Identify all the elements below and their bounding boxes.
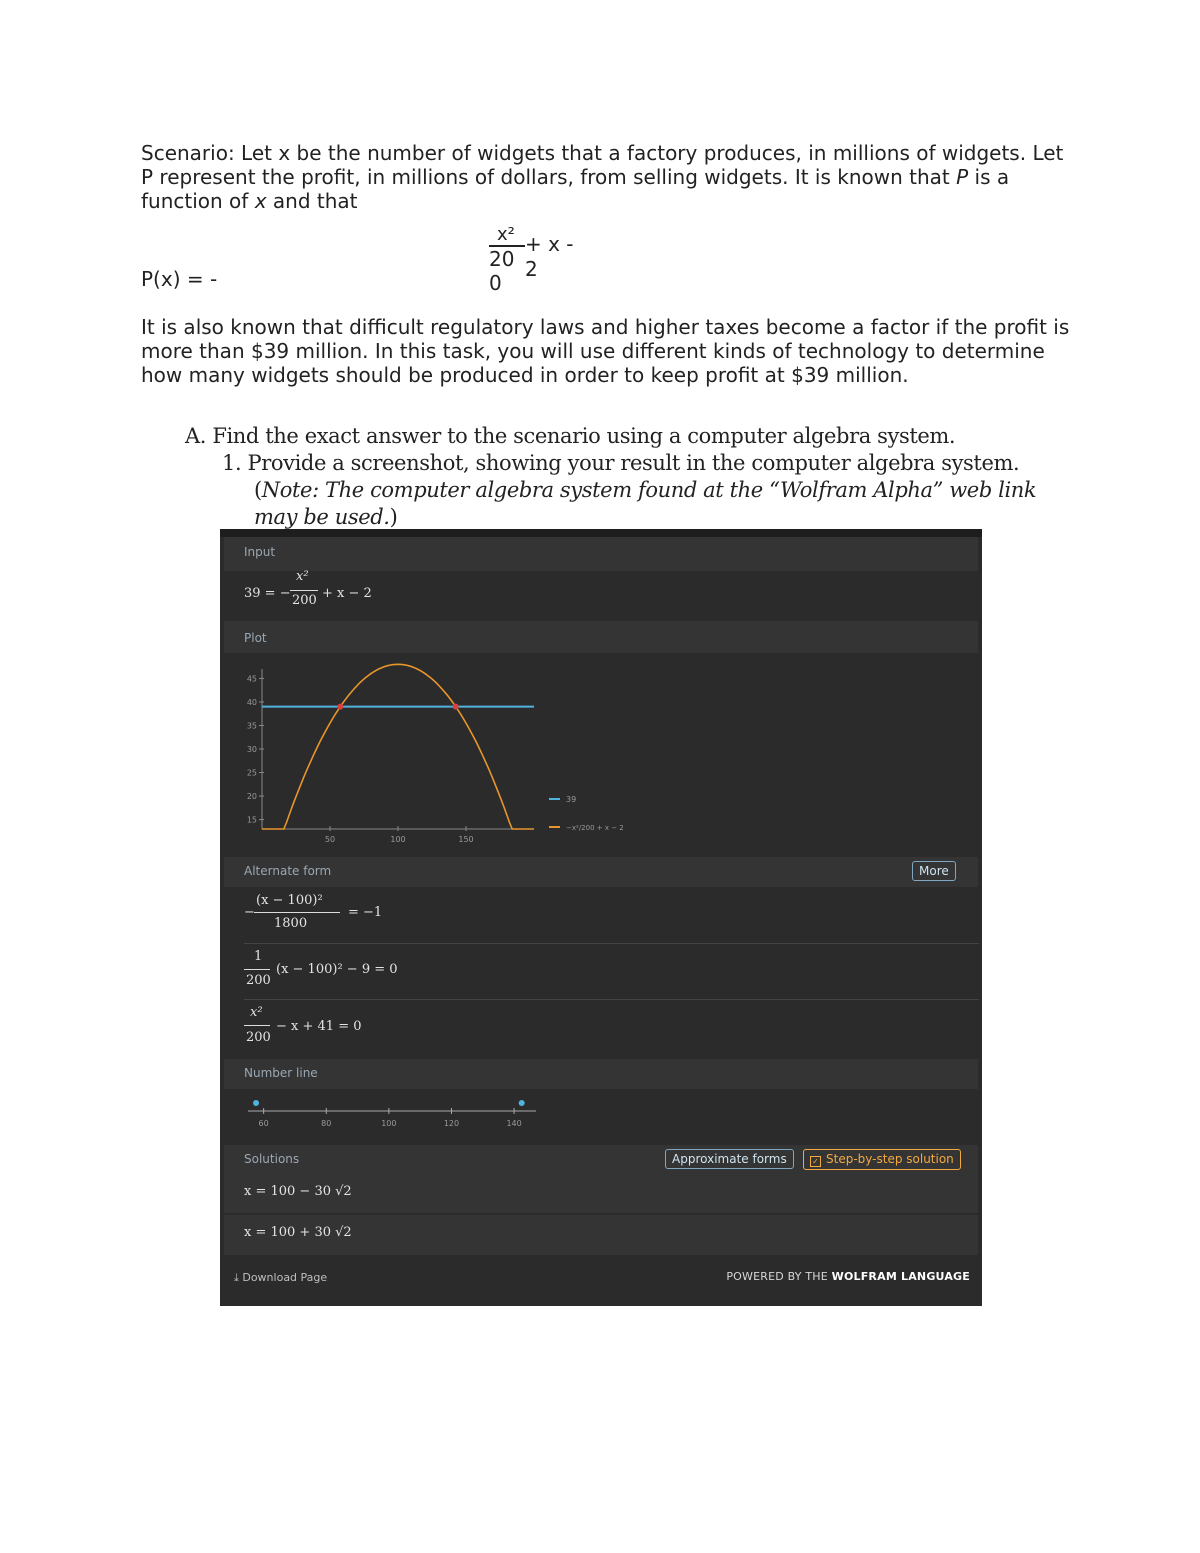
x-tick-label: 150 bbox=[458, 835, 474, 844]
intersection-point bbox=[337, 704, 343, 710]
solutions-label: Solutions bbox=[244, 1152, 300, 1166]
number-line-tick-label: 120 bbox=[443, 1119, 460, 1128]
alternate-form-header bbox=[224, 857, 978, 887]
y-tick-label: 15 bbox=[246, 815, 257, 825]
solution-1: x = 100 − 30 √2 bbox=[244, 1184, 352, 1199]
scenario-intro: Scenario: Let x be the number of widgets that a factory produces, in millions of widgets. Let P represent the profit, in millions of dollars, from selling widgets. It is known that P is a function of x and that bbox=[141, 141, 1064, 213]
legend-label-39: 39 bbox=[566, 795, 577, 804]
alternate-form-label: Alternate form bbox=[244, 864, 332, 878]
powered-by: POWERED BY THE WOLFRAM LANGUAGE bbox=[726, 1270, 970, 1283]
number-line-tick-label: 100 bbox=[381, 1119, 397, 1128]
top-strip bbox=[220, 529, 982, 537]
step-by-step-button[interactable]: ✓ Step-by-step solution bbox=[803, 1149, 961, 1170]
number-line-point bbox=[519, 1100, 525, 1106]
equation-denominator-2: 0 bbox=[489, 271, 502, 295]
number-line-point bbox=[253, 1100, 259, 1106]
legend-label-curve: −x²/200 + x − 2 bbox=[566, 824, 624, 832]
equation-constant: 2 bbox=[525, 257, 538, 281]
y-tick-label: 30 bbox=[246, 745, 257, 754]
equation-denominator-1: 20 bbox=[489, 247, 515, 271]
number-line-tick-label: 80 bbox=[321, 1119, 332, 1128]
task-list bbox=[185, 423, 1085, 531]
approximate-forms-button[interactable]: Approximate forms bbox=[665, 1149, 794, 1169]
profit-equation bbox=[141, 223, 1071, 315]
equation-plus: + x - bbox=[525, 232, 574, 256]
alternate-form-2: 1 200 (x − 100)² − 9 = 0 bbox=[246, 949, 398, 988]
number-line-header bbox=[224, 1059, 978, 1089]
more-button[interactable]: More bbox=[912, 861, 956, 881]
x-tick-label: 50 bbox=[324, 835, 336, 844]
plot-header bbox=[224, 621, 978, 653]
y-tick-label: 40 bbox=[246, 697, 257, 707]
input-header bbox=[224, 537, 978, 571]
number-line bbox=[240, 1097, 560, 1137]
checkbox-icon: ✓ bbox=[810, 1156, 821, 1167]
plot-label: Plot bbox=[244, 631, 267, 645]
number-line-tick-label: 60 bbox=[258, 1119, 269, 1128]
task-a: A. Find the exact answer to the scenario using a computer algebra system. bbox=[185, 424, 956, 448]
equation-numerator: x² bbox=[497, 224, 515, 245]
y-tick-label: 20 bbox=[246, 792, 257, 802]
x-tick-label: 100 bbox=[390, 835, 406, 844]
solution-2: x = 100 + 30 √2 bbox=[244, 1225, 352, 1240]
plot-chart bbox=[234, 653, 654, 853]
scenario-after: It is also known that difficult regulatory laws and higher taxes become a factor if the profit is more than $39 million. In this task, you will use different kinds of technology to determine how many widgets should be produced in order to keep profit at $39 million. bbox=[141, 315, 1070, 387]
alternate-form-1: − (x − 100)² 1800 = −1 bbox=[244, 893, 383, 931]
wolfram-screenshot bbox=[220, 529, 982, 1306]
separator bbox=[244, 999, 979, 1000]
input-label: Input bbox=[244, 545, 276, 559]
input-expression: 39 = − x² 200 + x − 2 bbox=[244, 569, 372, 608]
number-line-label: Number line bbox=[244, 1066, 318, 1080]
separator bbox=[244, 943, 979, 944]
download-icon: ⤓ bbox=[234, 1271, 243, 1284]
y-tick-label: 45 bbox=[246, 674, 257, 684]
series-curve-profit bbox=[262, 664, 534, 829]
y-tick-label: 35 bbox=[246, 721, 257, 731]
number-line-tick-label: 140 bbox=[506, 1119, 522, 1128]
y-tick-label: 25 bbox=[246, 768, 257, 778]
equation-lhs: P(x) = - bbox=[141, 267, 218, 291]
alternate-form-3: x² 200 − x + 41 = 0 bbox=[246, 1005, 362, 1045]
scenario-text bbox=[141, 141, 1071, 387]
download-page-link[interactable]: ⤓ Download Page bbox=[234, 1271, 328, 1284]
intersection-point bbox=[453, 704, 459, 710]
task-a-1: 1. Provide a screenshot, showing your result in the computer algebra system. (Note: The computer algebra system found at the “Wolfram Alpha” web link may be used.) bbox=[222, 451, 1037, 529]
